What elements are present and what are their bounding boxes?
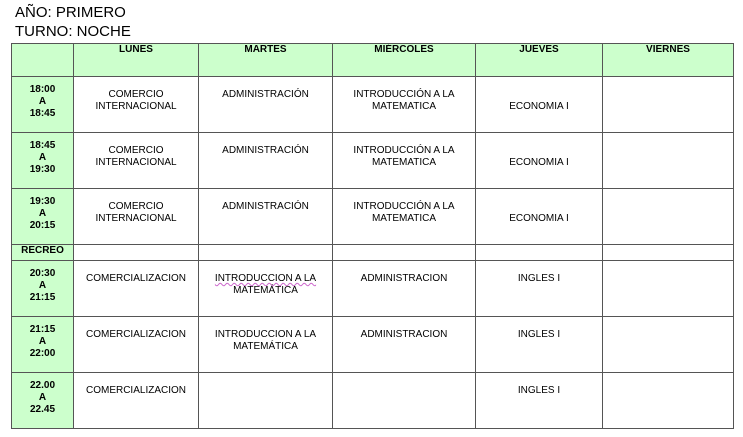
recreo-label: RECREO [12, 245, 74, 261]
time-separator: A [38, 152, 47, 163]
time-end: 18:45 [29, 108, 56, 119]
time-cell [12, 317, 74, 373]
class-cell-miercoles [333, 373, 476, 429]
time-end: 19:30 [29, 164, 56, 175]
time-separator: A [38, 96, 47, 107]
subject-line: ECONOMIA I [509, 157, 569, 168]
schedule-row [12, 77, 734, 133]
class-cell-lunes [74, 261, 199, 317]
schedule-row [12, 317, 734, 373]
class-cell-viernes [603, 77, 734, 133]
time-cell [12, 189, 74, 245]
time-end: 20:15 [29, 220, 56, 231]
class-cell-jueves [476, 261, 603, 317]
day-header-viernes: VIERNES [603, 44, 734, 77]
day-header-jueves: JUEVES [476, 44, 603, 77]
shift-heading: TURNO: NOCHE [15, 23, 131, 40]
subject-line: INTERNACIONAL [95, 157, 177, 168]
class-cell-jueves [476, 373, 603, 429]
schedule-row [12, 189, 734, 245]
time-cell [12, 373, 74, 429]
day-header-martes: MARTES [199, 44, 333, 77]
subject-line: COMERCIALIZACION [85, 273, 186, 284]
time-separator: A [38, 208, 47, 219]
time-start: 18:45 [29, 140, 56, 151]
recreo-cell-jueves [476, 245, 603, 261]
subject-line: ADMINISTRACION [360, 329, 448, 340]
class-cell-miercoles [333, 77, 476, 133]
subject-line: MATEMÁTICA [233, 285, 298, 296]
time-end: 22:00 [29, 348, 56, 359]
header-row [12, 44, 734, 77]
class-cell-martes [199, 373, 333, 429]
schedule-row [12, 261, 734, 317]
class-cell-viernes [603, 317, 734, 373]
subject-line: ECONOMIA I [509, 101, 569, 112]
subject-line: MATEMATICA [371, 157, 437, 168]
subject-line: INGLES I [517, 273, 561, 284]
subject-line: INTRODUCCIÓN A LA [353, 201, 455, 212]
subject-line: MATEMÁTICA [233, 341, 298, 352]
corner-cell [12, 44, 74, 77]
subject-line: INTRODUCCIÓN A LA [353, 89, 455, 100]
day-header-miercoles: MIÉRCOLES [333, 44, 476, 77]
class-cell-miercoles [333, 261, 476, 317]
subject-line: COMERCIO [108, 89, 164, 100]
class-cell-miercoles [333, 317, 476, 373]
time-end: 21:15 [29, 292, 56, 303]
class-cell-lunes [74, 317, 199, 373]
subject-line: MATEMATICA [371, 101, 437, 112]
subject-line: COMERCIALIZACION [85, 385, 186, 396]
subject-line: INTRODUCCION A LA [214, 329, 317, 340]
subject-line: ADMINISTRACION [360, 273, 448, 284]
class-cell-viernes [603, 133, 734, 189]
subject-line: INGLES I [517, 329, 561, 340]
class-cell-miercoles [333, 133, 476, 189]
time-cell [12, 77, 74, 133]
class-cell-miercoles [333, 189, 476, 245]
recreo-cell-lunes [74, 245, 199, 261]
class-cell-jueves [476, 133, 603, 189]
class-cell-martes [199, 261, 333, 317]
class-cell-martes [199, 133, 333, 189]
class-cell-jueves [476, 189, 603, 245]
class-cell-jueves [476, 317, 603, 373]
time-start: 18:00 [29, 84, 56, 95]
class-cell-martes [199, 317, 333, 373]
day-header-lunes: LUNES [74, 44, 199, 77]
subject-line: ADMINISTRACIÓN [222, 89, 309, 100]
time-start: 21:15 [29, 324, 56, 335]
subject-line: INTERNACIONAL [95, 101, 177, 112]
subject-line: INTRODUCCION A LA [214, 273, 317, 284]
class-cell-jueves [476, 77, 603, 133]
recreo-cell-miercoles [333, 245, 476, 261]
time-separator: A [38, 336, 47, 347]
class-cell-martes [199, 189, 333, 245]
recreo-row [12, 245, 734, 261]
recreo-cell-viernes [603, 245, 734, 261]
schedule-row [12, 133, 734, 189]
class-cell-viernes [603, 189, 734, 245]
schedule-table [11, 43, 734, 429]
subject-line: COMERCIO [108, 201, 164, 212]
subject-line: INTRODUCCIÓN A LA [353, 145, 455, 156]
subject-line: ECONOMIA I [509, 213, 569, 224]
class-cell-viernes [603, 373, 734, 429]
time-start: 22.00 [29, 380, 56, 391]
class-cell-lunes [74, 77, 199, 133]
class-cell-lunes [74, 133, 199, 189]
schedule-row [12, 373, 734, 429]
time-cell [12, 261, 74, 317]
subject-line: INTERNACIONAL [95, 213, 177, 224]
subject-line: ADMINISTRACIÓN [222, 145, 309, 156]
time-separator: A [38, 280, 47, 291]
time-start: 20:30 [29, 268, 56, 279]
time-separator: A [38, 392, 47, 403]
subject-line: MATEMATICA [371, 213, 437, 224]
subject-line: INGLES I [517, 385, 561, 396]
subject-line: COMERCIO [108, 145, 164, 156]
subject-line: ADMINISTRACIÓN [222, 201, 309, 212]
class-cell-lunes [74, 189, 199, 245]
time-start: 19:30 [29, 196, 56, 207]
subject-line: COMERCIALIZACION [85, 329, 186, 340]
time-end: 22.45 [29, 404, 56, 415]
recreo-cell-martes [199, 245, 333, 261]
class-cell-lunes [74, 373, 199, 429]
time-cell [12, 133, 74, 189]
class-cell-martes [199, 77, 333, 133]
year-heading: AÑO: PRIMERO [15, 4, 126, 21]
class-cell-viernes [603, 261, 734, 317]
